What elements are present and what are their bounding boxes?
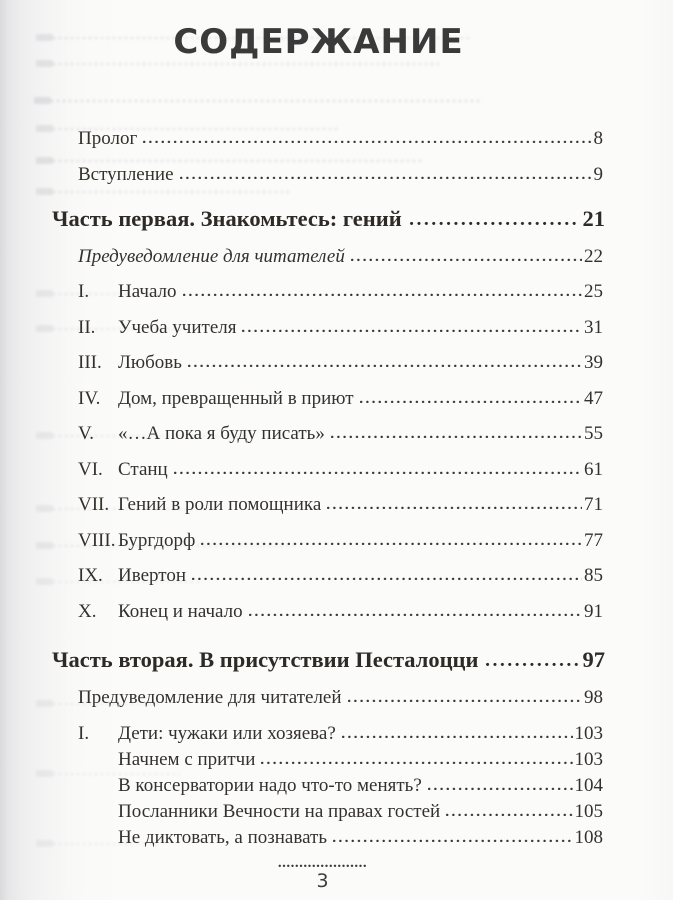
chapter-numeral: I. xyxy=(78,722,90,744)
entry-page-number: 47 xyxy=(584,387,603,409)
table-of-contents xyxy=(52,0,605,892)
entry-page-number: 77 xyxy=(584,529,603,551)
toc-subentry xyxy=(118,775,603,797)
footer-page-number: 3 xyxy=(316,869,329,892)
entry-label: Вступление xyxy=(78,164,174,185)
page-title: СОДЕРЖАНИЕ xyxy=(173,22,464,62)
entry-page-number: 31 xyxy=(584,316,603,338)
entry-page-number: 108 xyxy=(574,826,603,848)
dot-leader xyxy=(333,839,573,843)
entry-page-number: 103 xyxy=(574,722,603,744)
dot-leader xyxy=(201,542,582,546)
front-matter-section xyxy=(52,128,605,186)
toc-entry-preface-part2 xyxy=(78,687,603,709)
toc-entry-preface-part1 xyxy=(78,246,603,268)
dot-leader xyxy=(351,258,582,262)
dot-leader xyxy=(183,293,582,297)
dot-leader xyxy=(331,435,582,439)
part-heading-label: Часть вторая. В присутствии Песталоцци xyxy=(52,646,479,672)
entry-page-number: 105 xyxy=(574,800,603,822)
part-two-heading xyxy=(52,645,605,675)
entry-label: Посланники Вечности на правах гостей xyxy=(118,800,441,822)
chapter-numeral: IV. xyxy=(78,387,101,409)
dot-leader xyxy=(342,735,573,739)
entry-page-number: 55 xyxy=(584,423,603,444)
toc-entry-prologue xyxy=(78,128,603,150)
toc-subentry xyxy=(118,749,603,771)
entry-page-number: 71 xyxy=(584,494,603,515)
dot-leader xyxy=(410,221,580,226)
dot-leader xyxy=(249,613,582,617)
entry-page-number: 8 xyxy=(593,128,603,149)
toc-entry xyxy=(78,317,603,339)
footer-dots-separator: ..................... xyxy=(277,854,368,871)
dot-leader xyxy=(348,699,582,703)
dot-leader xyxy=(446,813,572,817)
dot-leader xyxy=(327,506,582,510)
dot-leader xyxy=(261,761,572,765)
toc-entry xyxy=(78,281,603,303)
toc-entry xyxy=(78,388,603,410)
dot-leader xyxy=(192,577,582,581)
entry-label: Гений в роли помощника xyxy=(118,494,322,515)
chapter-numeral: X. xyxy=(78,600,97,622)
entry-page-number: 25 xyxy=(584,281,603,302)
entry-label: Пролог xyxy=(78,128,138,149)
entry-label: В консерватории надо что-то менять? xyxy=(118,774,422,796)
entry-label: Дом, превращенный в приют xyxy=(118,387,354,409)
part-two-subsection-list xyxy=(52,749,605,849)
toc-entry xyxy=(78,494,603,516)
entry-label: Дети: чужаки или хозяева? xyxy=(118,722,336,744)
entry-label: Конец и начало xyxy=(118,600,243,622)
chapter-numeral: VIII. xyxy=(78,529,116,551)
part-heading-page-number: 97 xyxy=(582,646,605,672)
entry-page-number: 22 xyxy=(584,246,603,267)
chapter-numeral: III. xyxy=(78,352,102,373)
entry-label: Не диктовать, а познавать xyxy=(118,826,327,848)
entry-label: Предуведомление для читателей xyxy=(78,686,342,708)
dot-leader xyxy=(188,364,582,368)
entry-page-number: 103 xyxy=(574,748,603,770)
page-footer xyxy=(46,854,599,892)
entry-page-number: 9 xyxy=(593,164,603,185)
chapter-numeral: I. xyxy=(78,281,90,302)
toc-entry-introduction xyxy=(78,164,603,186)
entry-label: Станц xyxy=(118,458,168,480)
dot-leader xyxy=(143,140,591,144)
entry-label: Начнем с притчи xyxy=(118,748,256,770)
entry-label: Любовь xyxy=(118,352,182,373)
entry-page-number: 61 xyxy=(584,458,603,480)
part-heading-page-number: 21 xyxy=(582,206,605,231)
toc-entry xyxy=(78,723,603,745)
toc-entry xyxy=(78,601,603,623)
dot-leader xyxy=(360,400,582,404)
chapter-numeral: IX. xyxy=(78,565,103,586)
part-one-chapter-list xyxy=(52,281,605,623)
toc-subentry xyxy=(118,827,603,849)
entry-label: Бургдорф xyxy=(118,529,196,551)
part-heading-label: Часть первая. Знакомьтесь: гений xyxy=(52,206,402,231)
dot-leader xyxy=(242,329,582,333)
entry-page-number: 98 xyxy=(584,686,603,708)
chapter-numeral: VII. xyxy=(78,494,110,515)
toc-entry xyxy=(78,423,603,445)
entry-page-number: 85 xyxy=(584,565,603,586)
toc-entry xyxy=(78,565,603,587)
dot-leader xyxy=(428,787,573,791)
toc-entry xyxy=(78,530,603,552)
entry-label: Предуведомление для читателей xyxy=(78,246,345,267)
chapter-numeral: VI. xyxy=(78,458,103,480)
chapter-numeral: V. xyxy=(78,423,95,444)
part-one-heading xyxy=(52,204,605,234)
entry-label: «…А пока я буду писать» xyxy=(118,423,325,444)
toc-subentry xyxy=(118,801,603,823)
toc-entry xyxy=(78,352,603,374)
entry-label: Учеба учителя xyxy=(118,316,237,338)
entry-label: Начало xyxy=(118,281,177,302)
entry-page-number: 91 xyxy=(584,600,603,622)
toc-entry xyxy=(78,459,603,481)
entry-page-number: 39 xyxy=(584,352,603,373)
entry-label: Ивертон xyxy=(118,565,186,586)
dot-leader xyxy=(180,176,592,180)
chapter-numeral: II. xyxy=(78,316,96,338)
entry-page-number: 104 xyxy=(574,774,603,796)
dot-leader xyxy=(174,471,582,475)
dot-leader xyxy=(486,662,579,667)
